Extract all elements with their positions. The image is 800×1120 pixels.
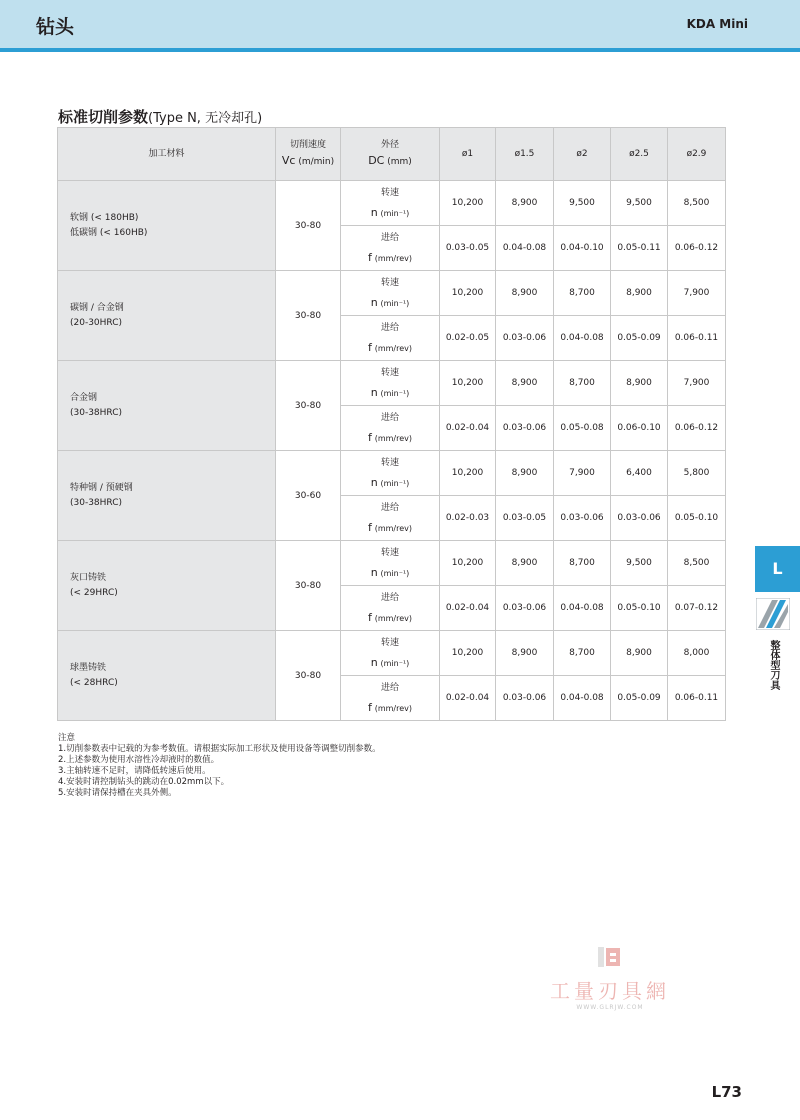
watermark (540, 945, 680, 1011)
table-row (58, 541, 726, 586)
feed-label-cell: 进给 f (mm/rev) (341, 586, 440, 631)
speed-value-cell: 8,700 (554, 541, 611, 586)
header-diameter: 外径 DC (mm) (341, 128, 440, 181)
speed-label-cell: 转速 n (min⁻¹) (341, 541, 440, 586)
feed-value-cell: 0.03-0.06 (554, 496, 611, 541)
feed-label-cell: 进给 f (mm/rev) (341, 676, 440, 721)
feed-value-cell: 0.03-0.06 (496, 406, 554, 451)
header-diameter-1: ø1 (440, 128, 496, 181)
cutting-speed-cell: 30-80 (276, 541, 341, 631)
speed-value-cell: 8,000 (668, 631, 726, 676)
material-cell: 球墨铸铁 (< 28HRC) (58, 631, 276, 721)
feed-value-cell: 0.04-0.08 (554, 316, 611, 361)
feed-value-cell: 0.06-0.10 (611, 406, 668, 451)
material-cell: 软钢 (< 180HB) 低碳钢 (< 160HB) (58, 181, 276, 271)
feed-value-cell: 0.05-0.10 (611, 586, 668, 631)
page-number: L73 (711, 1083, 742, 1101)
speed-value-cell: 8,900 (611, 361, 668, 406)
table-row (58, 271, 726, 316)
header-title: 钻头 (36, 16, 75, 38)
cutting-speed-cell: 30-80 (276, 271, 341, 361)
feed-value-cell: 0.02-0.04 (440, 406, 496, 451)
feed-label-cell: 进给 f (mm/rev) (341, 406, 440, 451)
section-title (58, 106, 262, 127)
feed-value-cell: 0.07-0.12 (668, 586, 726, 631)
table-row (58, 451, 726, 496)
feed-value-cell: 0.05-0.11 (611, 226, 668, 271)
drill-endmill-icon (756, 598, 790, 630)
feed-value-cell: 0.05-0.09 (611, 316, 668, 361)
header-diameter-1-5: ø1.5 (496, 128, 554, 181)
speed-value-cell: 5,800 (668, 451, 726, 496)
speed-value-cell: 7,900 (554, 451, 611, 496)
speed-value-cell: 7,900 (668, 271, 726, 316)
material-cell: 灰口铸铁 (< 29HRC) (58, 541, 276, 631)
feed-value-cell: 0.05-0.09 (611, 676, 668, 721)
feed-value-cell: 0.05-0.08 (554, 406, 611, 451)
speed-value-cell: 10,200 (440, 451, 496, 496)
speed-label-cell: 转速 n (min⁻¹) (341, 271, 440, 316)
header-material: 加工材料 (58, 128, 276, 181)
feed-value-cell: 0.02-0.04 (440, 586, 496, 631)
feed-value-cell: 0.02-0.05 (440, 316, 496, 361)
header-cutting-speed: 切削速度 Vc (m/min) (276, 128, 341, 181)
speed-value-cell: 8,700 (554, 271, 611, 316)
speed-value-cell: 10,200 (440, 631, 496, 676)
note-item: 1.切削参数表中记载的为参考数值。请根据实际加工形状及使用设备等调整切削参数。 (58, 744, 381, 754)
header-divider (0, 48, 800, 52)
speed-value-cell: 8,900 (611, 631, 668, 676)
speed-value-cell: 8,900 (496, 541, 554, 586)
material-cell: 特种钢 / 预硬钢 (30-38HRC) (58, 451, 276, 541)
cutting-speed-cell: 30-80 (276, 181, 341, 271)
speed-value-cell: 7,900 (668, 361, 726, 406)
feed-value-cell: 0.04-0.10 (554, 226, 611, 271)
speed-value-cell: 9,500 (611, 181, 668, 226)
feed-value-cell: 0.03-0.06 (496, 676, 554, 721)
feed-value-cell: 0.03-0.06 (611, 496, 668, 541)
feed-value-cell: 0.06-0.11 (668, 676, 726, 721)
speed-value-cell: 8,900 (496, 271, 554, 316)
notes (58, 733, 381, 799)
feed-value-cell: 0.03-0.06 (496, 316, 554, 361)
section-title-sub: (Type N, 无冷却孔) (148, 111, 263, 126)
note-item: 2.上述参数为使用水溶性冷却液时的数值。 (58, 755, 220, 765)
speed-value-cell: 8,900 (611, 271, 668, 316)
notes-title: 注意 (58, 733, 76, 743)
table-row (58, 631, 726, 676)
feed-value-cell: 0.04-0.08 (554, 586, 611, 631)
material-cell: 合金钢 (30-38HRC) (58, 361, 276, 451)
feed-value-cell: 0.03-0.06 (496, 586, 554, 631)
feed-label-cell: 进给 f (mm/rev) (341, 496, 440, 541)
feed-value-cell: 0.06-0.12 (668, 226, 726, 271)
side-tab-label: 整体型刀具 (768, 640, 779, 690)
speed-value-cell: 9,500 (554, 181, 611, 226)
note-item: 3.主轴转速不足时，请降低转速后使用。 (58, 766, 211, 776)
cutting-parameters-table (57, 127, 726, 721)
cutting-speed-cell: 30-60 (276, 451, 341, 541)
feed-value-cell: 0.03-0.05 (440, 226, 496, 271)
speed-label-cell: 转速 n (min⁻¹) (341, 181, 440, 226)
speed-label-cell: 转速 n (min⁻¹) (341, 631, 440, 676)
header-diameter-2: ø2 (554, 128, 611, 181)
table-body (58, 181, 726, 721)
feed-value-cell: 0.02-0.03 (440, 496, 496, 541)
speed-value-cell: 10,200 (440, 541, 496, 586)
side-tab-letter[interactable]: L (755, 546, 800, 592)
speed-value-cell: 8,900 (496, 451, 554, 496)
table-row (58, 181, 726, 226)
speed-label-cell: 转速 n (min⁻¹) (341, 361, 440, 406)
cutting-speed-cell: 30-80 (276, 631, 341, 721)
page-header (0, 0, 800, 48)
feed-label-cell: 进给 f (mm/rev) (341, 226, 440, 271)
header-diameter-2-9: ø2.9 (668, 128, 726, 181)
table-row (58, 361, 726, 406)
watermark-logo-icon (596, 945, 624, 969)
speed-value-cell: 6,400 (611, 451, 668, 496)
speed-value-cell: 10,200 (440, 271, 496, 316)
feed-value-cell: 0.06-0.11 (668, 316, 726, 361)
speed-value-cell: 8,700 (554, 361, 611, 406)
speed-value-cell: 8,500 (668, 181, 726, 226)
feed-value-cell: 0.03-0.05 (496, 496, 554, 541)
header-product-name: KDA Mini (686, 17, 748, 31)
feed-value-cell: 0.06-0.12 (668, 406, 726, 451)
material-cell: 碳钢 / 合金钢 (20-30HRC) (58, 271, 276, 361)
watermark-url: WWW.GLRJW.COM (576, 1004, 644, 1011)
speed-value-cell: 10,200 (440, 361, 496, 406)
note-item: 5.安装时请保持槽在夹具外侧。 (58, 788, 177, 798)
speed-value-cell: 8,900 (496, 361, 554, 406)
speed-value-cell: 8,900 (496, 631, 554, 676)
speed-label-cell: 转速 n (min⁻¹) (341, 451, 440, 496)
feed-value-cell: 0.04-0.08 (554, 676, 611, 721)
feed-label-cell: 进给 f (mm/rev) (341, 316, 440, 361)
watermark-name: 工量刃具網 (550, 979, 670, 1003)
note-item: 4.安装时请控制钻头的跳动在0.02mm以下。 (58, 777, 230, 787)
speed-value-cell: 9,500 (611, 541, 668, 586)
feed-value-cell: 0.02-0.04 (440, 676, 496, 721)
speed-value-cell: 8,900 (496, 181, 554, 226)
section-title-main: 标准切削参数 (58, 108, 149, 126)
feed-value-cell: 0.04-0.08 (496, 226, 554, 271)
speed-value-cell: 8,700 (554, 631, 611, 676)
header-diameter-2-5: ø2.5 (611, 128, 668, 181)
speed-value-cell: 10,200 (440, 181, 496, 226)
table-header-row (58, 128, 726, 181)
speed-value-cell: 8,500 (668, 541, 726, 586)
cutting-speed-cell: 30-80 (276, 361, 341, 451)
feed-value-cell: 0.05-0.10 (668, 496, 726, 541)
